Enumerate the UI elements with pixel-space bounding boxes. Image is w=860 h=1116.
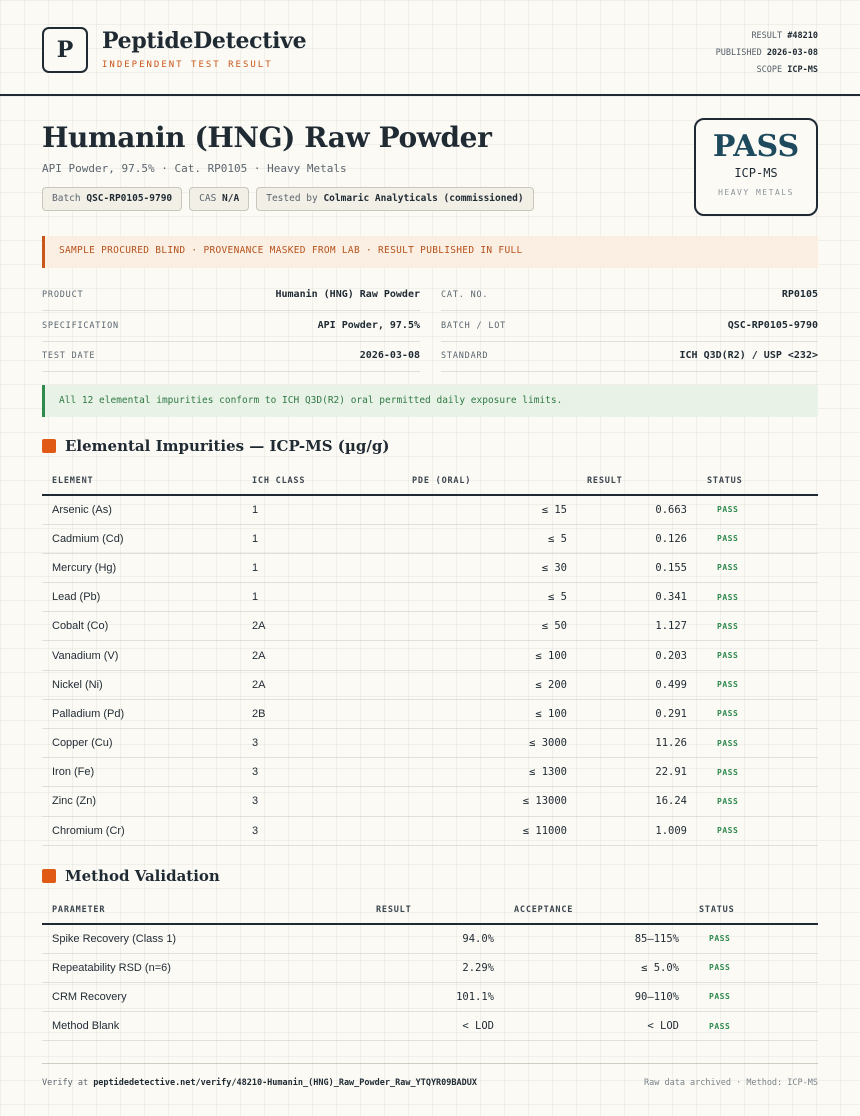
impurities-table (42, 467, 818, 846)
impurities-section-title (42, 437, 389, 455)
ich-class-cell: 1 (242, 495, 402, 524)
verdict-method: ICP-MS (734, 166, 778, 180)
result-cell: 0.663 (577, 495, 697, 524)
validation-result-cell: 101.1% (366, 982, 504, 1011)
page-title: Humanin (HNG) Raw Powder (42, 121, 492, 154)
validation-body (42, 924, 818, 1041)
table-row (42, 670, 818, 699)
ich-class-cell: 2A (242, 670, 402, 699)
element-cell: Vanadium (V) (42, 641, 242, 670)
pde-cell: ≤ 3000 (402, 729, 577, 758)
result-cell: 1.127 (577, 612, 697, 641)
table-row (42, 729, 818, 758)
result-cell: 16.24 (577, 787, 697, 816)
verify-line (42, 1078, 477, 1088)
logo-letter: P (56, 37, 74, 63)
status-badge: PASS (697, 612, 818, 641)
verify-link[interactable]: peptidedetective.net/verify/48210-Humanin_(HNG)_Raw_Powder_Raw_YTQYR09BADUX (93, 1078, 477, 1088)
result-cell: 0.341 (577, 583, 697, 612)
col-v-result: RESULT (366, 896, 504, 924)
ich-class-cell: 2A (242, 641, 402, 670)
ich-class-cell: 1 (242, 524, 402, 553)
table-row (42, 641, 818, 670)
pde-cell: ≤ 15 (402, 495, 577, 524)
batch-chip-value: QSC-RP0105-9790 (86, 193, 173, 204)
table-row (42, 524, 818, 553)
detail-value: RP0105 (781, 289, 818, 300)
acceptance-cell: 85–115% (504, 924, 689, 953)
table-row (42, 1012, 818, 1041)
element-cell: Cobalt (Co) (42, 612, 242, 641)
element-cell: Chromium (Cr) (42, 816, 242, 845)
verdict-result: PASS (712, 129, 800, 164)
col-status: STATUS (697, 467, 818, 495)
element-cell: Nickel (Ni) (42, 670, 242, 699)
element-cell: Cadmium (Cd) (42, 524, 242, 553)
element-cell: Zinc (Zn) (42, 787, 242, 816)
tested-chip-label: Tested by (266, 193, 318, 204)
detail-label: CAT. NO. (441, 290, 489, 300)
element-cell: Mercury (Hg) (42, 553, 242, 582)
report-meta (716, 28, 818, 79)
pde-cell: ≤ 50 (402, 612, 577, 641)
col-v-status: STATUS (689, 896, 818, 924)
impurities-body (42, 495, 818, 845)
impurities-title: Elemental Impurities — ICP-MS (µg/g) (65, 437, 390, 455)
pde-cell: ≤ 100 (402, 641, 577, 670)
element-cell: Palladium (Pd) (42, 699, 242, 728)
element-cell: Arsenic (As) (42, 495, 242, 524)
impurities-header-row (42, 467, 818, 495)
status-badge: PASS (689, 924, 818, 953)
status-badge: PASS (697, 495, 818, 524)
detail-test-date (42, 342, 420, 372)
status-badge: PASS (697, 553, 818, 582)
acceptance-cell: ≤ 5.0% (504, 953, 689, 982)
ich-class-cell: 3 (242, 787, 402, 816)
ich-class-cell: 2A (242, 612, 402, 641)
table-row (42, 612, 818, 641)
detail-value: 2026-03-08 (359, 350, 420, 361)
parameter-cell: Method Blank (42, 1012, 366, 1041)
col-ich-class: ICH CLASS (242, 467, 402, 495)
status-badge: PASS (689, 953, 818, 982)
batch-chip-label: Batch (52, 193, 81, 204)
detail-specification (42, 312, 420, 342)
table-row (42, 787, 818, 816)
status-badge: PASS (689, 982, 818, 1011)
parameter-cell: CRM Recovery (42, 982, 366, 1011)
detail-batch-lot (441, 312, 818, 342)
result-cell: 0.126 (577, 524, 697, 553)
cas-chip (189, 187, 249, 211)
detail-label: SPECIFICATION (42, 321, 119, 331)
validation-title: Method Validation (65, 867, 220, 885)
result-cell: 0.291 (577, 699, 697, 728)
validation-result-cell: < LOD (366, 1012, 504, 1041)
report-footer (42, 1063, 818, 1093)
cas-chip-value: N/A (222, 193, 240, 204)
published-label: PUBLISHED (715, 48, 762, 58)
detail-label: TEST DATE (42, 351, 96, 361)
acceptance-cell: < LOD (504, 1012, 689, 1041)
detail-value: API Powder, 97.5% (317, 320, 420, 331)
verdict-scope: HEAVY METALS (718, 188, 794, 197)
status-badge: PASS (697, 583, 818, 612)
col-element: ELEMENT (42, 467, 242, 495)
status-badge: PASS (697, 641, 818, 670)
pde-cell: ≤ 13000 (402, 787, 577, 816)
result-cell: 1.009 (577, 816, 697, 845)
status-badge: PASS (689, 1012, 818, 1041)
table-row (42, 758, 818, 787)
brand-tagline: INDEPENDENT TEST RESULT (102, 60, 273, 70)
table-row (42, 924, 818, 953)
col-result: RESULT (577, 467, 697, 495)
result-cell: 0.499 (577, 670, 697, 699)
status-badge: PASS (697, 787, 818, 816)
archive-note: Raw data archived · Method: ICP-MS (644, 1078, 818, 1088)
result-cell: 0.155 (577, 553, 697, 582)
col-acceptance: ACCEPTANCE (504, 896, 689, 924)
published-date: 2026-03-08 (766, 48, 818, 58)
status-badge: PASS (697, 729, 818, 758)
info-chips (42, 187, 534, 211)
detail-value: QSC-RP0105-9790 (727, 320, 818, 331)
pde-cell: ≤ 11000 (402, 816, 577, 845)
detail-product (42, 281, 420, 311)
ich-class-cell: 3 (242, 816, 402, 845)
element-cell: Iron (Fe) (42, 758, 242, 787)
table-row (42, 953, 818, 982)
col-parameter: PARAMETER (42, 896, 366, 924)
acceptance-cell: 90–110% (504, 982, 689, 1011)
element-cell: Lead (Pb) (42, 583, 242, 612)
section-marker-icon (42, 869, 56, 883)
pde-cell: ≤ 1300 (402, 758, 577, 787)
element-cell: Copper (Cu) (42, 729, 242, 758)
result-cell: 11.26 (577, 729, 697, 758)
detail-label: STANDARD (441, 351, 489, 361)
validation-table (42, 896, 818, 1041)
parameter-cell: Repeatability RSD (n=6) (42, 953, 366, 982)
ich-class-cell: 3 (242, 729, 402, 758)
detail-label: BATCH / LOT (441, 321, 507, 331)
tested-chip-value: Colmaric Analyticals (commissioned) (323, 193, 524, 204)
result-cell: 22.91 (577, 758, 697, 787)
detail-value: ICH Q3D(R2) / USP <232> (679, 350, 818, 361)
brand-name: PeptideDetective (102, 28, 307, 54)
pde-cell: ≤ 5 (402, 583, 577, 612)
table-row (42, 495, 818, 524)
table-row (42, 583, 818, 612)
scope-label: SCOPE (756, 65, 783, 75)
validation-header-row (42, 896, 818, 924)
pde-cell: ≤ 200 (402, 670, 577, 699)
table-row (42, 553, 818, 582)
verdict-stamp (694, 118, 818, 216)
validation-result-cell: 2.29% (366, 953, 504, 982)
ich-class-cell: 2B (242, 699, 402, 728)
ich-class-cell: 1 (242, 553, 402, 582)
detail-cat-no (441, 281, 818, 311)
col-pde: PDE (ORAL) (402, 467, 577, 495)
status-badge: PASS (697, 524, 818, 553)
validation-section-title (42, 867, 220, 885)
verify-label: Verify at (42, 1078, 89, 1088)
section-marker-icon (42, 439, 56, 453)
procurement-notice: SAMPLE PROCURED BLIND · PROVENANCE MASKED FROM LAB · RESULT PUBLISHED IN FULL (42, 236, 818, 268)
report-header (0, 0, 860, 96)
ich-class-cell: 1 (242, 583, 402, 612)
result-cell: 0.203 (577, 641, 697, 670)
page-subtitle: API Powder, 97.5% · Cat. RP0105 · Heavy Metals (42, 162, 347, 175)
conformance-banner: All 12 elemental impurities conform to ICH Q3D(R2) oral permitted daily exposure limits. (42, 385, 818, 417)
pde-cell: ≤ 30 (402, 553, 577, 582)
brand-logo (42, 27, 88, 73)
parameter-cell: Spike Recovery (Class 1) (42, 924, 366, 953)
cas-chip-label: CAS (199, 193, 217, 204)
scope-value: ICP-MS (787, 65, 818, 75)
detail-value: Humanin (HNG) Raw Powder (275, 289, 420, 300)
validation-result-cell: 94.0% (366, 924, 504, 953)
result-label: RESULT (751, 31, 783, 41)
tested-by-chip (256, 187, 533, 211)
ich-class-cell: 3 (242, 758, 402, 787)
detail-label: PRODUCT (42, 290, 84, 300)
table-row (42, 982, 818, 1011)
status-badge: PASS (697, 699, 818, 728)
pde-cell: ≤ 5 (402, 524, 577, 553)
result-id: #48210 (787, 31, 818, 41)
table-row (42, 699, 818, 728)
pde-cell: ≤ 100 (402, 699, 577, 728)
status-badge: PASS (697, 758, 818, 787)
batch-chip (42, 187, 182, 211)
status-badge: PASS (697, 816, 818, 845)
status-badge: PASS (697, 670, 818, 699)
table-row (42, 816, 818, 845)
detail-standard (441, 342, 818, 372)
